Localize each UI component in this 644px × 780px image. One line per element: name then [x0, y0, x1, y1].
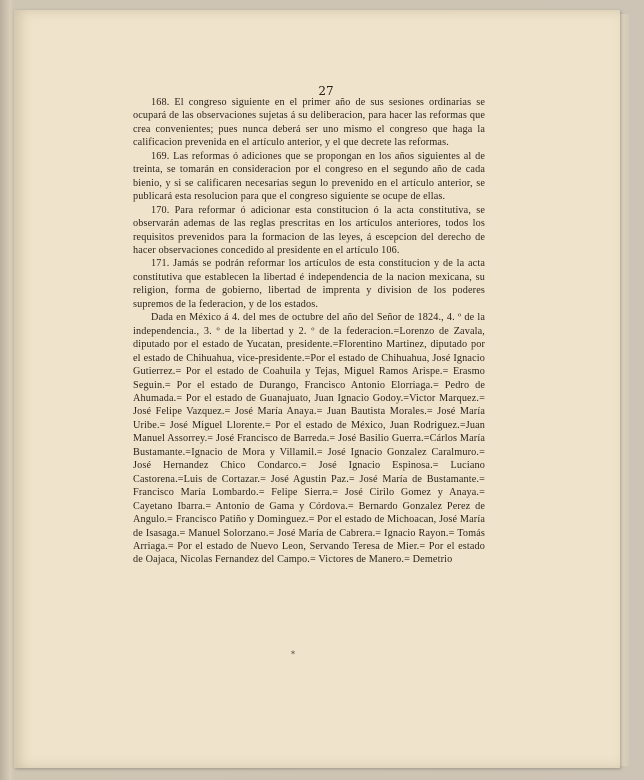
- page-number: 27: [318, 84, 334, 98]
- article-170: 170. Para reformar ó adicionar esta constitucion ó la acta constitutiva, se observarán ademas de las reglas prescritas en los artículos anteriores, todos los requisitos prevenidos para la formacion de las leyes, á escepcion del derecho de hacer observaciones concedido al presidente en el artículo 106.: [133, 204, 485, 256]
- article-168: 168. El congreso siguiente en el primer año de sus sesiones ordinarias se ocupará de las observaciones sujetas á su deliberacion, para hacer las reformas que crea convenientes; pues nunca deberá ser uno mismo el congreso que haga la calificacion prevenida en el artículo anterior, y el que decrete las reformas.: [133, 97, 485, 149]
- article-169: 169. Las reformas ó adiciones que se propongan en los años siguientes al de treinta, se tomarán en consideracion por el congreso en el segundo año de cada bienio, y si se calificaren necesarias segun lo prevenido en el artículo anterior, se publicará esta resolucion para que el congreso siguiente se ocupe de ellas.: [133, 150, 485, 203]
- signatures-paragraph: Dada en México á 4. del mes de octubre del año del Señor de 1824., 4. º de la independencia., 3. º de la libertad y 2. º de la federacion.=Lorenzo de Zavala, diputado por el estado de Yucatan, presidente.=Florentino Martinez, diputado por el estado de Chihuahua, vice-presidente.=Por el estado de Chihuahua, José Ignacio Gutierrez.= Por el estado de Coahuila y Tejas, Miguel Ramos Arispe.= Erasmo Seguin.= Por el estado de Durango, Francisco Antonio Elorriaga.= Pedro de Ahumada.= Por el estado de Guanajuato, Juan Ignacio Godoy.=Victor Marquez.= José Felipe Vazquez.= José María Anaya.= Juan Bautista Morales.= José María Uribe.= José Miguel Llorente.= Por el estado de México, Juan Rodriguez.=Juan Manuel Assorrey.= José Francisco de Barreda.= José Basilio Guerra.=Cárlos María Bustamante.=Ignacio de Mora y Villamil.= José Ignacio Gonzalez Caralmuro.= José Hernandez Chico Condarco.= José Ignacio Espinosa.= Luciano Castorena.=Luis de Cortazar.= José Agustin Paz.= José María de Bustamante.= Francisco María Lombardo.= Felipe Sierra.= José Cirilo Gomez y Anaya.= Cayetano Ibarra.= Antonio de Gama y Córdova.= Bernardo Gonzalez Perez de Angulo.= Francisco Patiño y Dominguez.= Por el estado de Michoacan, José María de Isasaga.= Manuel Solorzano.= José María de Cabrera.= Ignacio Rayon.= Tomás Arriaga.= Por el estado de Nuevo Leon, Servando Teresa de Mier.= Por el estado de Oajaca, Nicolas Fernandez del Campo.= Victores de Manero.= Demetrio: [133, 312, 485, 566]
- document-text: [133, 96, 485, 641]
- footer-asterisk: *: [291, 650, 295, 659]
- article-171: 171. Jamás se podrán reformar los artículos de esta constitucion y de la acta constitutiva que establecen la libertad é independencia de la nacion mexicana, su religion, forma de gobierno, libertad de imprenta y division de los poderes supremos de la federacion, y de los estados.: [133, 258, 485, 310]
